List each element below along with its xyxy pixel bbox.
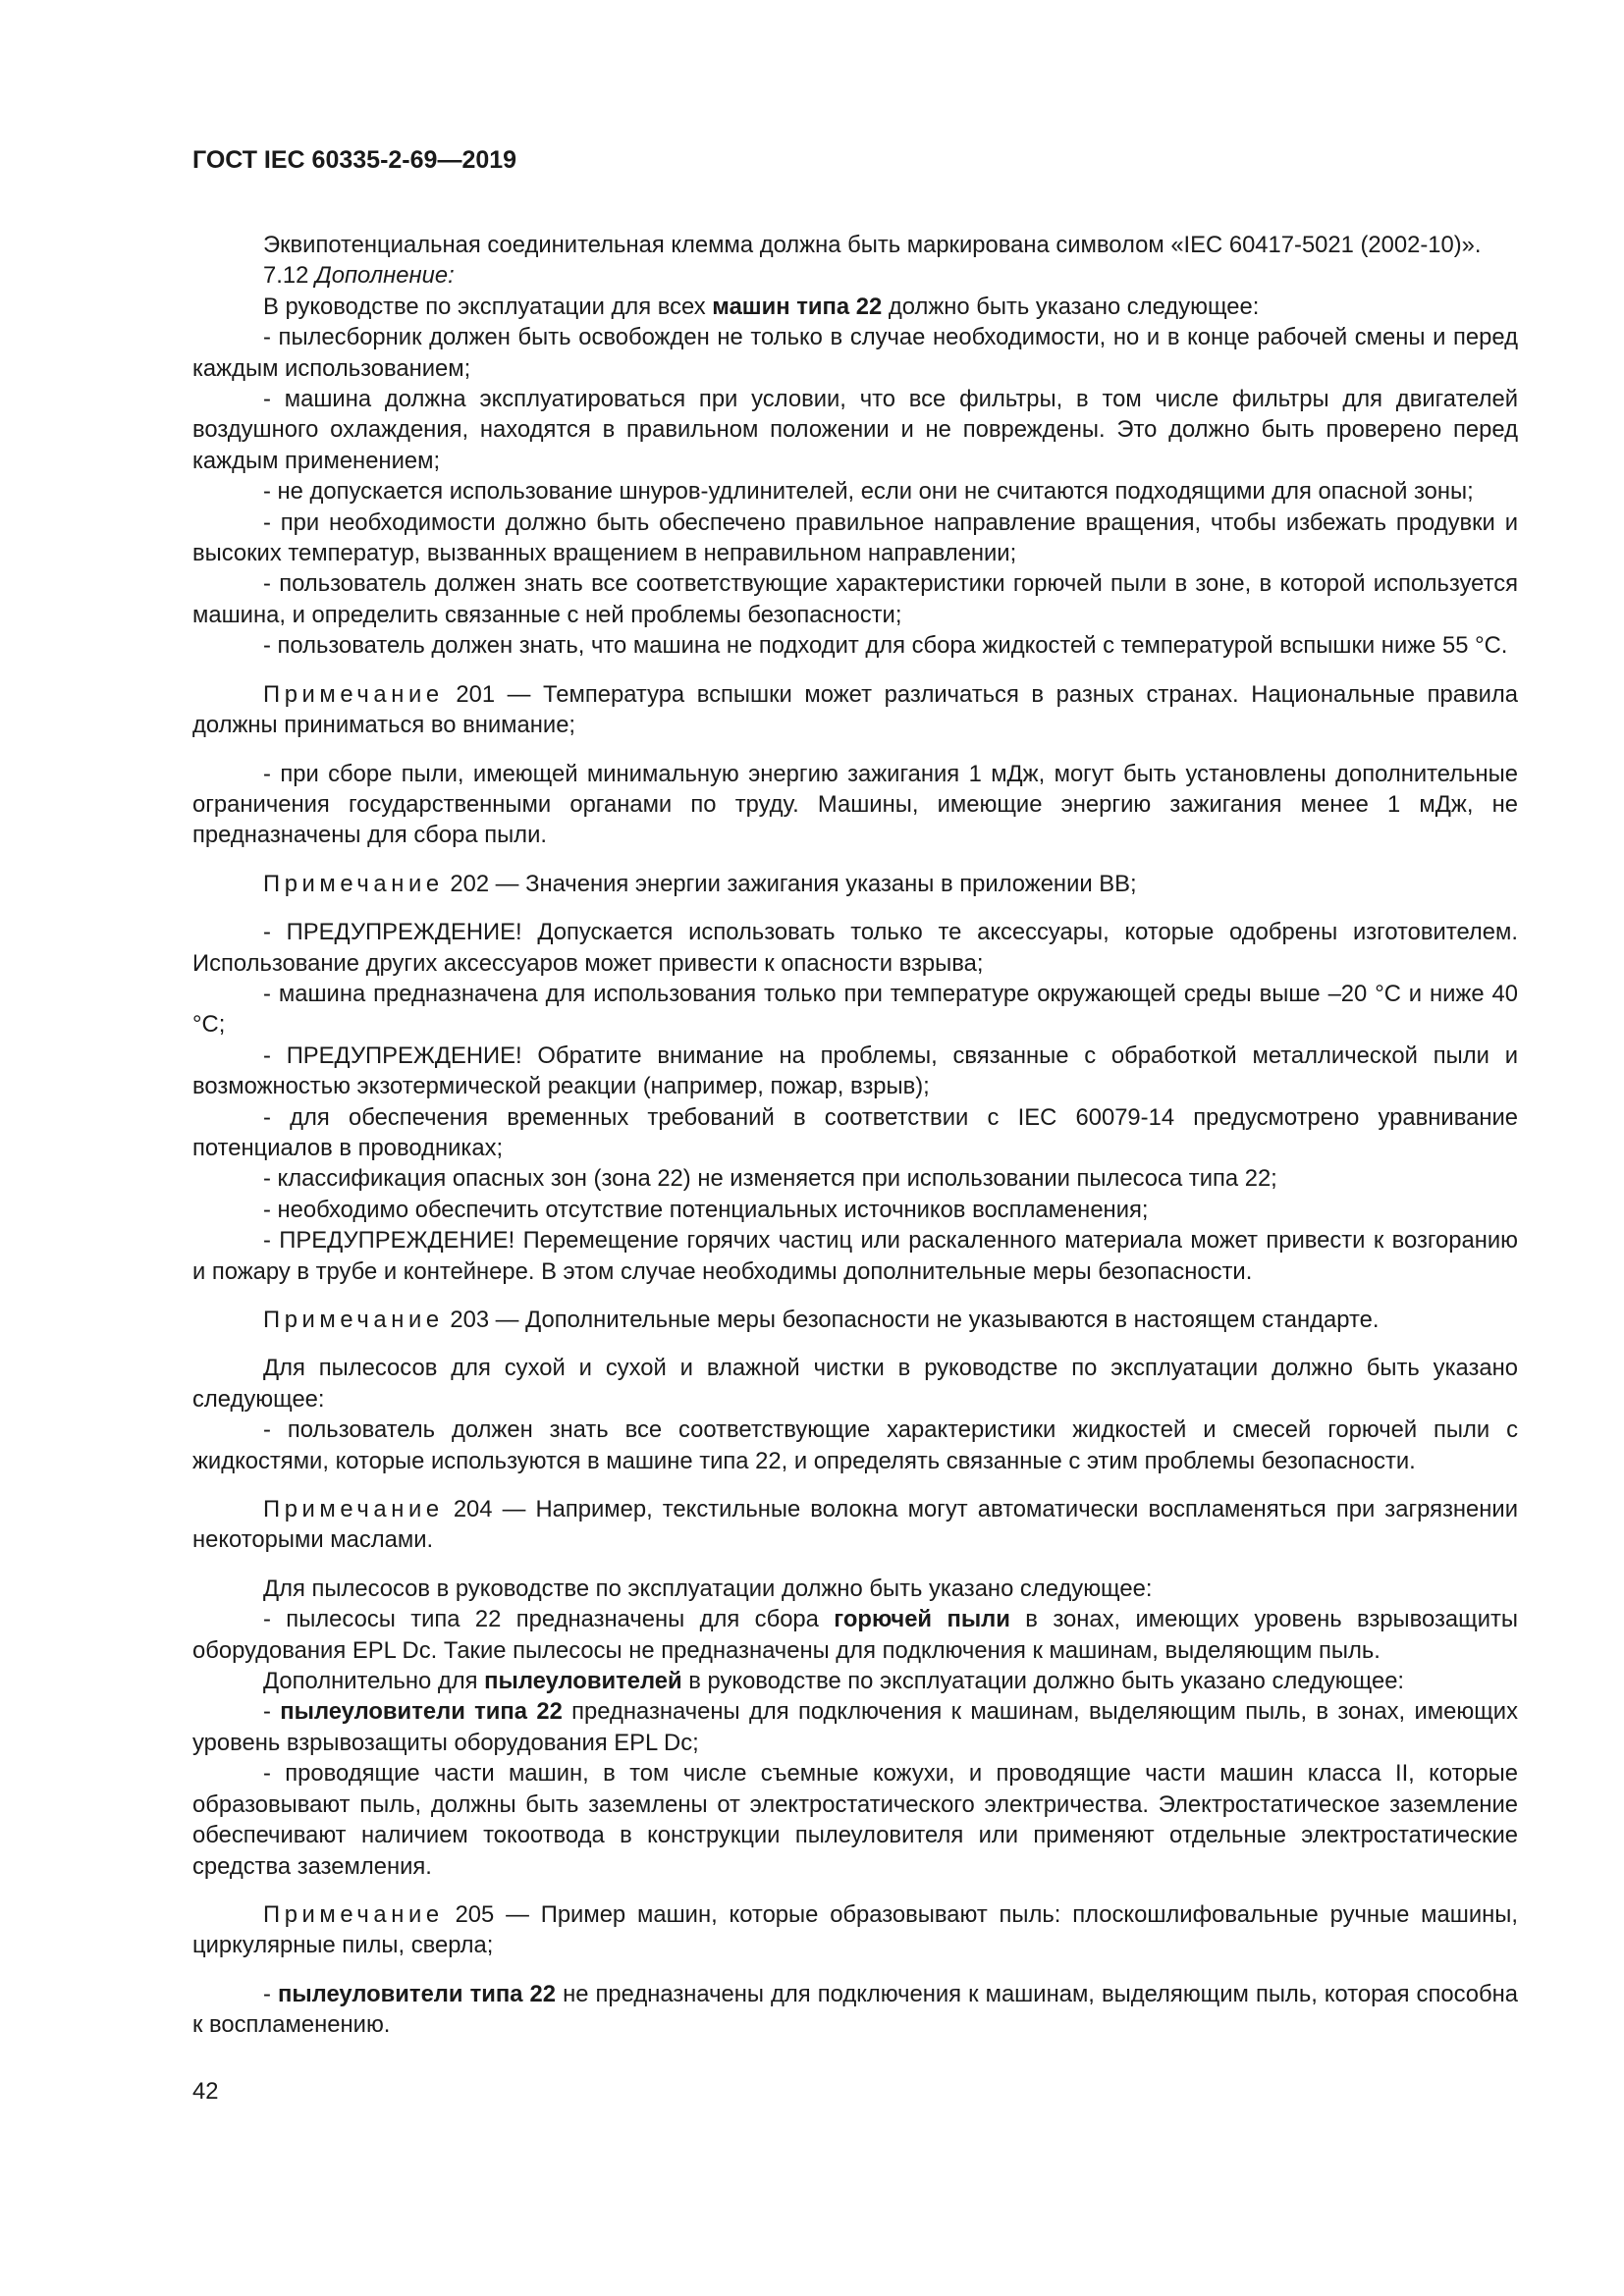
- note-text: 205 — Пример машин, которые образовывают пыль: плоскошлифовальные ручные машины, циркулярные пилы, сверла;: [192, 1900, 1518, 1959]
- list-item: - классификация опасных зон (зона 22) не изменяется при использовании пылесоса типа 22;: [263, 1165, 1277, 1193]
- note-label: Примечание: [263, 680, 444, 708]
- note-label: Примечание: [263, 870, 444, 897]
- list-item: - при сборе пыли, имеющей минимальную энергию зажигания 1 мДж, могут быть установлены дополнительные ограничения государственными органами по труду. Машины, имеющие энергию зажигания менее 1 мДж, не предназначены для сбора пыли.: [192, 760, 1518, 849]
- list-item: - машина должна эксплуатироваться при условии, что все фильтры, в том числе фильтры для двигателей воздушного охлаждения, находятся в правильном положении и не повреждены. Это должно быть проверено перед каждым применением;: [192, 386, 1518, 474]
- clause-label: Дополнение:: [314, 262, 455, 290]
- list-item: - пользователь должен знать все соответствующие характеристики жидкостей и смесей горючей пыли с жидкостями, которые используются в машине типа 22, и определять связанные с этим проблемы безопасности.: [192, 1416, 1518, 1474]
- text-run: - пылесосы типа 22 предназначены для сбора: [263, 1606, 835, 1633]
- clause-number: 7.12: [263, 262, 309, 290]
- list-item: - не допускается использование шнуров-удлинителей, если они не считаются подходящими для опасной зоны;: [263, 478, 1474, 506]
- list-item: - необходимо обеспечить отсутствие потенциальных источников воспламенения;: [263, 1196, 1149, 1223]
- list-item: - пылесборник должен быть освобожден не только в случае необходимости, но и в конце рабочей смены и перед каждым использованием;: [192, 324, 1518, 382]
- note-204: [192, 1494, 1518, 1556]
- page-number: 42: [192, 2078, 219, 2105]
- bold-run: пылеуловителей: [484, 1668, 682, 1695]
- bold-run: горючей пыли: [834, 1606, 1010, 1633]
- text-run: в зонах, имеющих уровень взрывозащиты оборудования EPL Dc. Такие пылесосы не предназначены для подключения к машинам, выделяющим пыль.: [192, 1606, 1518, 1664]
- text-run: предназначены для подключения к машинам, выделяющим пыль, в зонах, имеющих уровень взрывозащиты оборудования EPL Dc;: [192, 1698, 1518, 1756]
- list-item: - для обеспечения временных требований в соответствии с IEC 60079-14 предусмотрено уравнивание потенциалов в проводниках;: [192, 1103, 1518, 1161]
- document-header: ГОСТ IEC 60335-2-69—2019: [192, 146, 517, 174]
- text-run: Дополнительно для: [263, 1668, 485, 1695]
- note-text: 201 — Температура вспышки может различаться в разных странах. Национальные правила должны приниматься во внимание;: [192, 680, 1518, 739]
- bold-run: пылеуловители типа 22: [280, 1698, 563, 1726]
- list-item: - пользователь должен знать, что машина не подходит для сбора жидкостей с температурой вспышки ниже 55 °C.: [263, 632, 1508, 660]
- note-201: [192, 679, 1518, 741]
- list-item: [192, 1979, 1518, 2041]
- list-item: - проводящие части машин, в том числе съемные кожухи, и проводящие части машин класса II, которые образовывают пыль, должны быть заземлены от электростатического электричества. Электростатическое заземление обеспечивают наличием токоотвода в конструкции пылеуловителя или применяют отдельные электростатические средства заземления.: [192, 1760, 1518, 1880]
- text-run: -: [263, 1698, 281, 1726]
- paragraph-vacuum-intro: Для пылесосов в руководстве по эксплуатации должно быть указано следующее:: [263, 1575, 1153, 1602]
- text-run: В руководстве по эксплуатации для всех: [263, 293, 713, 320]
- note-label: Примечание: [263, 1307, 444, 1333]
- list-item: [192, 1604, 1518, 1666]
- bold-run: машин типа 22: [712, 293, 883, 320]
- note-text: 204 — Например, текстильные волокна могут автоматически воспламеняться при загрязнении некоторыми маслами.: [192, 1496, 1518, 1554]
- paragraph-manual-intro: [192, 292, 1518, 322]
- bold-run: пылеуловители типа 22: [277, 1980, 557, 2007]
- note-text: 203 — Дополнительные меры безопасности не указываются в настоящем стандарте.: [443, 1307, 1380, 1333]
- paragraph-equipotential-terminal: Эквипотенциальная соединительная клемма должна быть маркирована символом «IEC 60417-5021 (2002-10)».: [263, 232, 1482, 258]
- document-page: [192, 145, 1518, 2041]
- list-item: - ПРЕДУПРЕЖДЕНИЕ! Обратите внимание на проблемы, связанные с обработкой металлической пыли и возможностью экзотермической реакции (например, пожар, взрыв);: [192, 1041, 1518, 1100]
- text-run: -: [263, 1980, 278, 2007]
- list-item: - машина предназначена для использования только при температуре окружающей среды выше –20 °C и ниже 40 °C;: [192, 980, 1518, 1039]
- text-run: должно быть указано следующее:: [882, 293, 1260, 320]
- note-202: [192, 869, 1518, 899]
- note-205: [192, 1899, 1518, 1961]
- note-label: Примечание: [263, 1496, 444, 1523]
- text-run: не предназначены для подключения к машинам, выделяющим пыль, которая способна к воспламенению.: [192, 1980, 1518, 2039]
- clause-7-12: [192, 260, 1518, 291]
- text-run: в руководстве по эксплуатации должно быть указано следующее:: [681, 1668, 1405, 1695]
- list-item: - ПРЕДУПРЕЖДЕНИЕ! Допускается использовать только те аксессуары, которые одобрены изготовителем. Использование других аксессуаров может привести к опасности взрыва;: [192, 919, 1518, 977]
- list-item: [192, 1696, 1518, 1758]
- list-item: - ПРЕДУПРЕЖДЕНИЕ! Перемещение горячих частиц или раскаленного материала может привести к возгоранию и пожару в трубе и контейнере. В этом случае необходимы дополнительные меры безопасности.: [192, 1227, 1518, 1285]
- paragraph-dust-extractor-intro: [192, 1666, 1518, 1696]
- list-item: - при необходимости должно быть обеспечено правильное направление вращения, чтобы избежать продувки и высоких температур, вызванных вращением в неправильном направлении;: [192, 508, 1518, 567]
- note-label: Примечание: [263, 1900, 444, 1928]
- note-203: [192, 1305, 1518, 1335]
- note-text: 202 — Значения энергии зажигания указаны в приложении ВВ;: [443, 870, 1137, 897]
- list-item: - пользователь должен знать все соответствующие характеристики горючей пыли в зоне, в которой используется машина, и определить связанные с ней проблемы безопасности;: [192, 570, 1518, 628]
- paragraph-dry-wet-intro: Для пылесосов для сухой и сухой и влажной чистки в руководстве по эксплуатации должно быть указано следующее:: [192, 1355, 1518, 1413]
